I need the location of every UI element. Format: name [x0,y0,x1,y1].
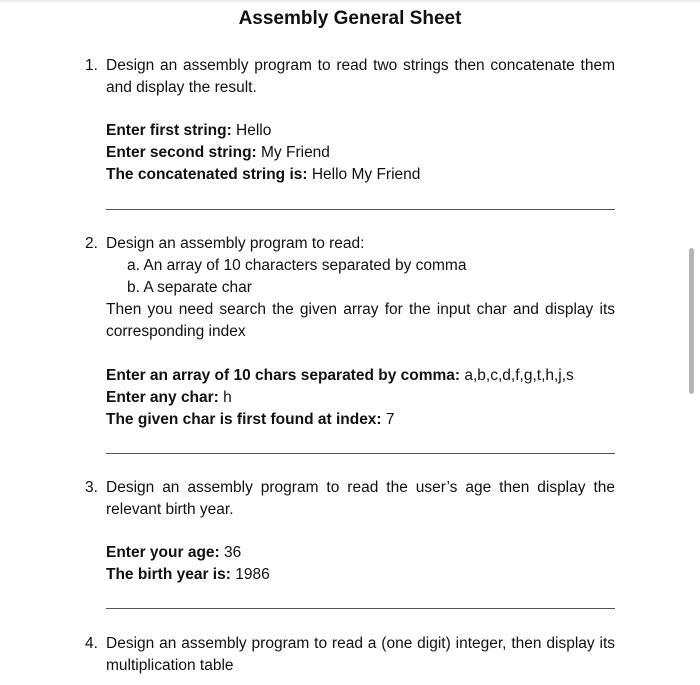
question-number: 1. [85,57,98,74]
vertical-scrollbar[interactable] [689,248,694,394]
sample-value: 1986 [230,566,270,583]
question-text: Design an assembly program to read the user’s age then display the relevant birth year. [106,479,615,518]
question-2 [85,233,615,343]
sample-line [106,564,626,586]
sample-value: 7 [381,411,395,428]
sample-label: The given char is first found at index: [106,411,382,428]
sample-line [106,164,626,186]
sample-output-2 [106,365,626,431]
section-divider [106,209,615,210]
sample-label: The concatenated string is: [106,166,308,183]
sample-label: The birth year is: [106,566,231,583]
question-1 [85,55,615,99]
sample-value: 36 [219,544,242,561]
question-text: Design an assembly program to read two strings then concatenate them and display the result. [106,57,615,96]
section-divider [106,453,615,454]
page-title: Assembly General Sheet [238,8,462,29]
sample-value: h [218,389,232,406]
sample-line [106,387,626,409]
top-edge [0,0,700,3]
sample-label: Enter any char: [106,389,219,406]
sample-line [106,365,626,387]
question-number: 4. [85,635,98,652]
sample-label: Enter your age: [106,544,220,561]
sample-value: My Friend [256,144,330,161]
question-number: 2. [85,235,98,252]
sample-label: Enter first string: [106,122,232,139]
sample-line [106,409,626,431]
sample-label: Enter second string: [106,144,257,161]
question-followup-text: Then you need search the given array for the input char and display its corresponding index [106,301,615,340]
sample-value: Hello [231,122,272,139]
sub-item: b. A separate char [127,279,252,296]
sample-line [106,120,626,142]
sample-value: Hello My Friend [307,166,421,183]
question-text: Design an assembly program to read: [106,235,365,252]
sample-line [106,142,626,164]
sample-output-3 [106,542,626,586]
sample-value: a,b,c,d,f,g,t,h,j,s [460,367,574,384]
sample-label: Enter an array of 10 chars separated by comma: [106,367,461,384]
question-number: 3. [85,479,98,496]
question-4 [85,633,615,677]
question-text: Design an assembly program to read a (one digit) integer, then display its multiplication table [106,635,615,674]
sub-item: a. An array of 10 characters separated by comma [127,257,467,274]
section-divider [106,608,615,609]
question-3 [85,477,615,521]
sample-line [106,542,626,564]
sub-item-list [127,255,615,299]
sample-output-1 [106,120,626,186]
